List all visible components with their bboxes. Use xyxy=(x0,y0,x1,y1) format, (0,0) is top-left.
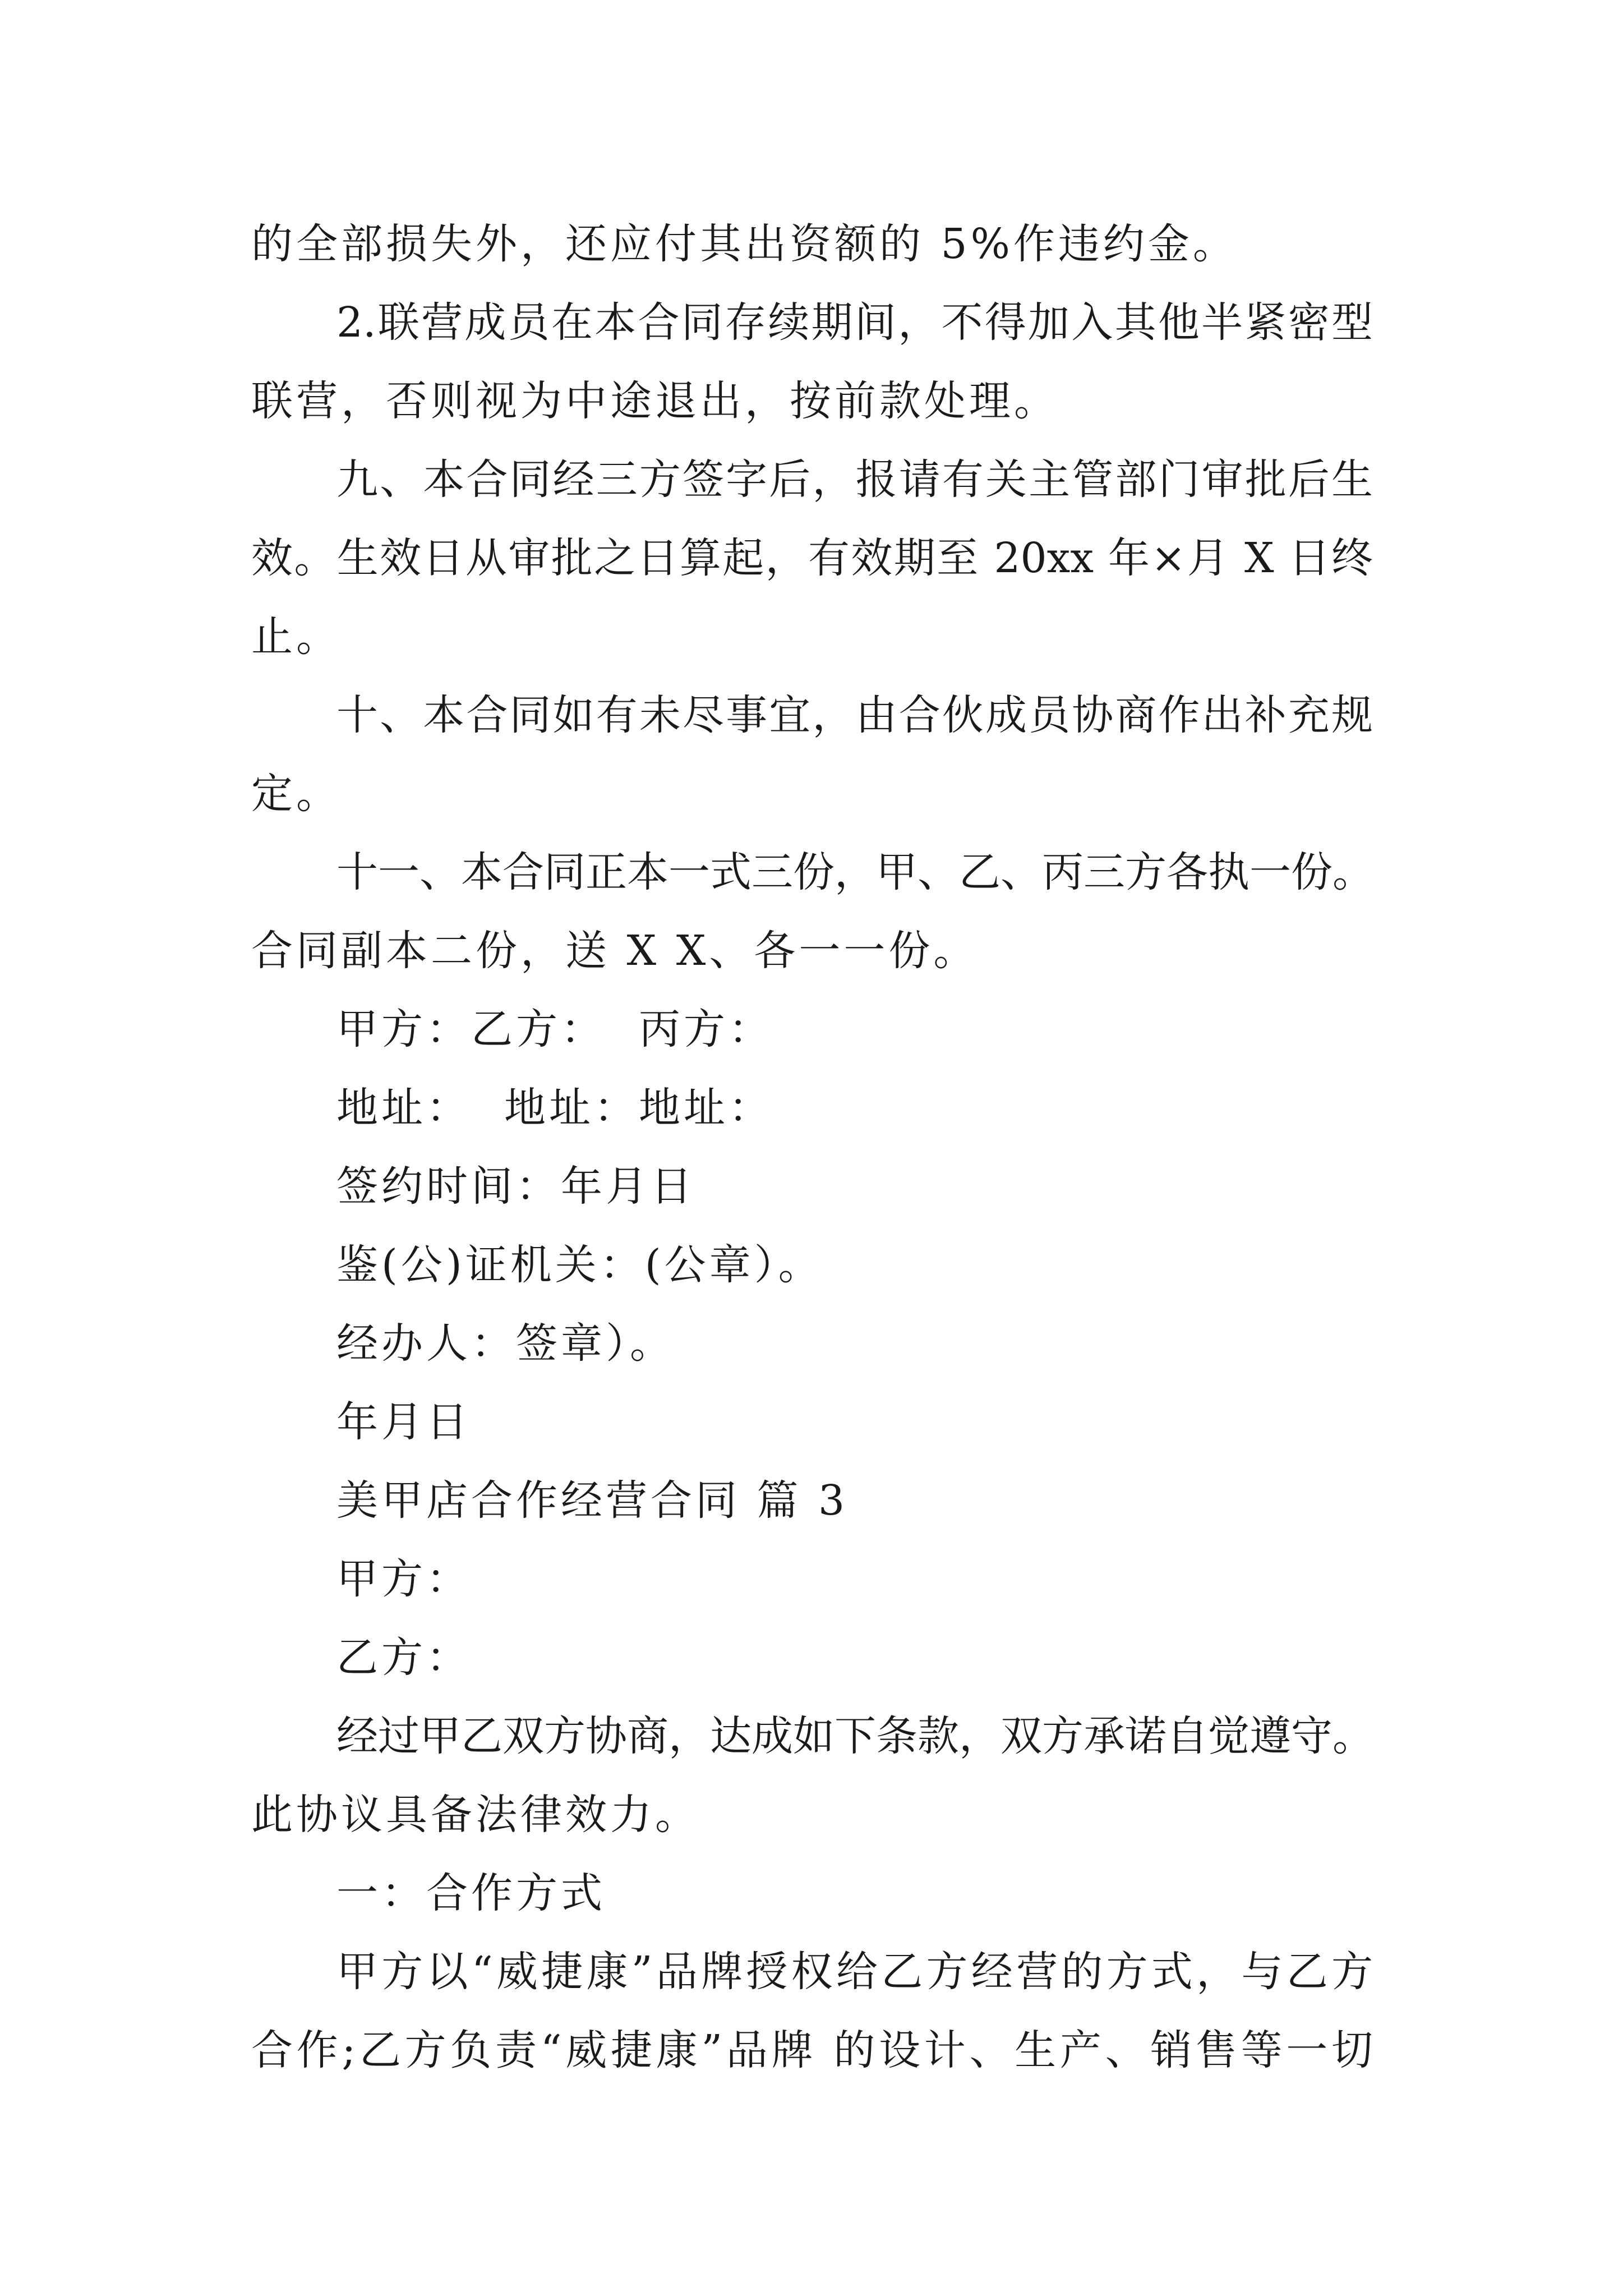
text-line: 甲方：乙方： 丙方： xyxy=(336,1005,774,1053)
section-heading: 美甲店合作经营合同 篇 3 xyxy=(336,1476,849,1525)
text-line: 此协议具备法律效力。 xyxy=(251,1791,700,1839)
text-line: 经过甲乙双方协商，达成如下条款，双方承诺自觉遵守。 xyxy=(336,1712,1374,1760)
text-line: 经办人：签章）。 xyxy=(336,1319,675,1368)
text-line: 合同副本二份，送 X X、各一一份。 xyxy=(251,927,979,975)
text-line: 一：合作方式 xyxy=(336,1869,606,1917)
text-line: 定。 xyxy=(251,770,341,818)
text-line: 十一、本合同正本一式三份，甲、乙、丙三方各执一份。 xyxy=(336,848,1374,896)
text-line: 九、本合同经三方签字后，报请有关主管部门审批后生 xyxy=(336,455,1373,504)
text-line: 十、本合同如有未尽事宜，由合伙成员协商作出补充规 xyxy=(336,691,1373,739)
text-line: 止。 xyxy=(251,613,341,661)
text-line: 合作;乙方负责“威捷康”品牌 的设计、生产、销售等一切 xyxy=(251,2026,1373,2074)
text-line: 乙方： xyxy=(336,1634,471,1682)
text-line: 鉴(公)证机关：(公章）。 xyxy=(336,1241,823,1289)
text-line: 联营，否则视为中途退出，按前款处理。 xyxy=(251,377,1059,425)
text-line: 效。生效日从审批之日算起，有效期至 20xx 年×月 X 日终 xyxy=(251,534,1373,582)
text-line: 甲方： xyxy=(336,1555,471,1603)
text-line: 2.联营成员在本合同存续期间，不得加入其他半紧密型 xyxy=(336,298,1373,347)
text-line: 的全部损失外，还应付其出资额的 5%作违约金。 xyxy=(251,220,1238,268)
text-line: 签约时间：年月日 xyxy=(336,1162,695,1211)
text-line: 地址： 地址：地址： xyxy=(336,1084,774,1132)
text-line: 甲方以“威捷康”品牌授权给乙方经营的方式，与乙方 xyxy=(336,1948,1373,1996)
text-line: 年月日 xyxy=(336,1398,471,1446)
